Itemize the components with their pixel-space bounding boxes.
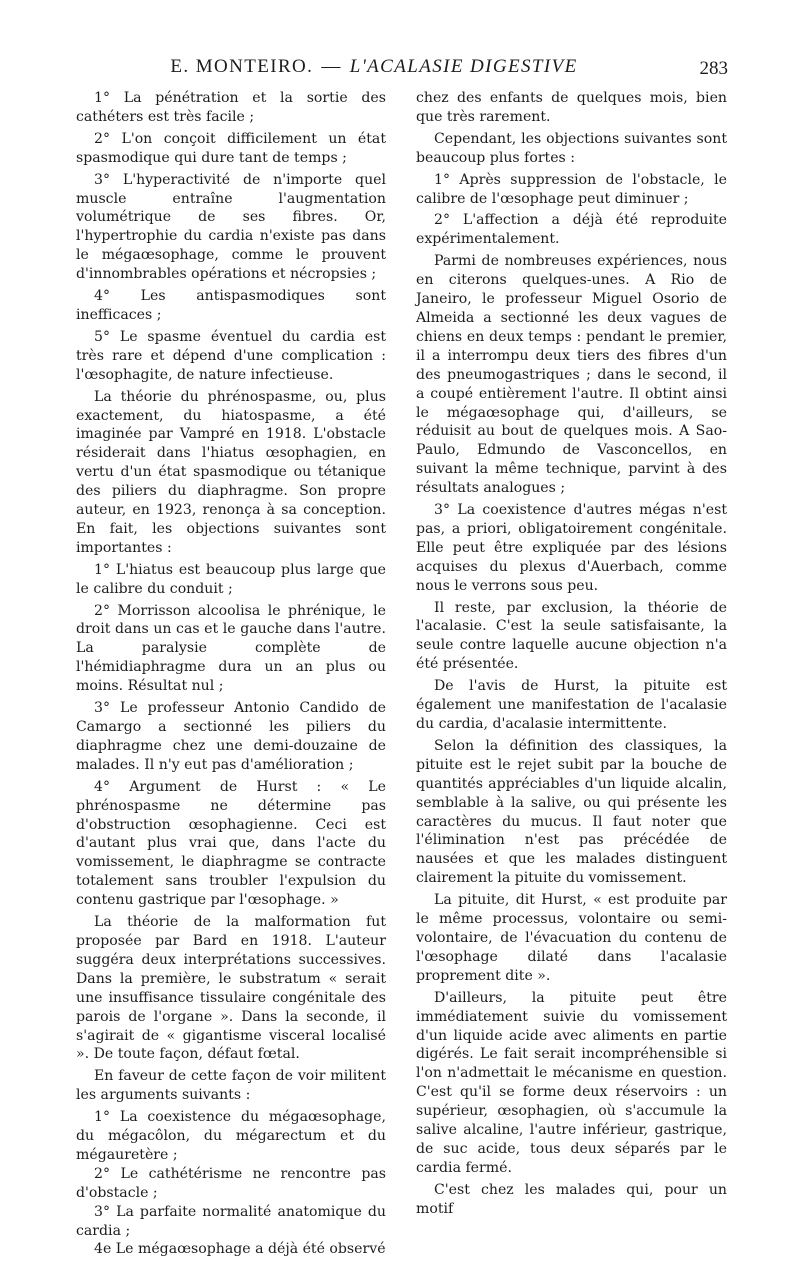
paragraph: 2° L'affection a déjà été reproduite expérimentalement. — [416, 212, 727, 248]
title-dash: — — [321, 56, 342, 77]
paragraph: D'ailleurs, la pituite peut être immédiatement suivie du vomissement d'un liquide acide avec aliments en partie digérés. Le fait serait incompréhensible si l'on n'admettait le mécanisme en question. C'est qu'il se forme deux réservoirs : un supérieur, œsophagien, où s'accumule la salive alcaline, l'autre inférieur, gastrique, de suc acide, tous deux séparés par le cardia fermé. — [416, 989, 727, 1176]
running-header — [80, 56, 728, 82]
paragraph: 2° Le cathétérisme ne rencontre pas d'obstacle ; — [76, 1165, 386, 1201]
paragraph: 3° L'hyperactivité de n'importe quel muscle entraîne l'augmentation volumétrique de ses fibres. Or, l'hypertrophie du cardia n'existe pas dans le mégaœsophage, comme le prouvent d'innombrables opérations et nécropsies ; — [76, 171, 386, 283]
paragraph: 2° L'on conçoit difficilement un état spasmodique qui dure tant de temps ; — [76, 130, 386, 166]
author-name: E. MONTEIRO. — [170, 56, 314, 77]
right-column — [416, 89, 727, 1222]
left-column — [76, 89, 386, 1262]
paragraph: 2° Morrisson alcoolisa le phrénique, le droit dans un cas et le gauche dans l'autre. La paralysie complète de l'hémidiaphragme dura un an plus ou moins. Résultat nul ; — [76, 602, 386, 695]
article-title: L'ACALASIE DIGESTIVE — [349, 56, 578, 77]
paragraph: 3° Le professeur Antonio Candido de Camargo a sectionné les piliers du diaphragme chez une demi-douzaine de malades. Il n'y eut pas d'amélioration ; — [76, 700, 386, 773]
paragraph: Selon la définition des classiques, la pituite est le rejet subit par la bouche de quantités appréciables d'un liquide alcalin, semblable à la salive, ou qui présente les caractères du mucus. Il faut noter que l'élimination n'est pas précédée de nausées et que les malades distinguent clairement la pituite du vomissement. — [416, 737, 727, 887]
paragraph: 3° La parfaite normalité anatomique du cardia ; — [76, 1203, 386, 1239]
paragraph: Parmi de nombreuses expériences, nous en citerons quelques-unes. A Rio de Janeiro, le professeur Miguel Osorio de Almeida a sectionné les deux vagues de chiens en deux temps : pendant le premier, il a interrompu deux tiers des fibres d'un des pneumogastriques ; dans le second, il a coupé entièrement l'autre. Il obtint ainsi le mégaœsophage qui, d'ailleurs, se réduisit au bout de quelques mois. A Sao-Paulo, Edmundo de Vasconcellos, en suivant la même technique, parvint à des résultats analogues ; — [416, 253, 727, 497]
paragraph: 1° La coexistence du mégaœsophage, du mégacôlon, du mégarectum et du mégauretère ; — [76, 1109, 386, 1163]
paragraph: 5° Le spasme éventuel du cardia est très rare et dépend d'une complication : l'œsophagite, de nature infectieuse. — [76, 328, 386, 383]
paragraph: 4° Les antispasmodiques sont inefficaces ; — [76, 288, 386, 323]
paragraph: chez des enfants de quelques mois, bien que très rarement. — [416, 90, 727, 125]
paragraph: 4° Argument de Hurst : « Le phrénospasme ne détermine pas d'obstruction œsophagienne. Ceci est d'autant plus vrai que, dans l'acte du vomissement, le diaphragme se contracte totalement sans troubler l'expulsion du contenu gastrique par l'œsophage. » — [76, 778, 386, 909]
paragraph: 1° L'hiatus est beaucoup plus large que le calibre du conduit ; — [76, 561, 386, 597]
paragraph: 3° La coexistence d'autres mégas n'est pas, a priori, obligatoirement congénitale. Elle peut être expliquée par des lésions acquises du plexus d'Auerbach, comme nous le verrons sous peu. — [416, 502, 727, 594]
paragraph: C'est chez les malades qui, pour un motif — [416, 1181, 727, 1217]
paragraph: 1° Après suppression de l'obstacle, le calibre de l'œsophage peut diminuer ; — [416, 171, 727, 207]
paragraph: 4e Le mégaœsophage a déjà été observé — [94, 1241, 386, 1258]
running-title — [80, 56, 668, 78]
page-number: 283 — [699, 58, 728, 79]
paragraph: La théorie du phrénospasme, ou, plus exactement, du hiatospasme, a été imaginée par Vampré en 1918. L'obstacle résiderait dans l'hiatus œsophagien, en vertu d'un état spasmodique ou tétanique des piliers du diaphragme. Son propre auteur, en 1923, renonça à sa conception. En fait, les objections suivantes sont importantes : — [76, 388, 386, 556]
paragraph: De l'avis de Hurst, la pituite est également une manifestation de l'acalasie du cardia, d'acalasie intermittente. — [416, 678, 727, 732]
paragraph: La pituite, dit Hurst, « est produite par le même processus, volontaire ou semi-volontaire, de l'évacuation du contenu de l'œsophage dilaté dans l'acalasie proprement dite ». — [416, 892, 727, 984]
paragraph: Il reste, par exclusion, la théorie de l'acalasie. C'est la seule satisfaisante, la seule contre laquelle aucune objection n'a été présentée. — [416, 599, 727, 673]
paragraph: Cependant, les objections suivantes sont beaucoup plus fortes : — [416, 130, 727, 166]
paragraph: 1° La pénétration et la sortie des cathéters est très facile ; — [76, 90, 386, 125]
paragraph: En faveur de cette façon de voir militent les arguments suivants : — [76, 1068, 386, 1104]
paragraph: La théorie de la malformation fut proposée par Bard en 1918. L'auteur suggéra deux interprétations successives. Dans la première, le substratum « serait une insuffisance tissulaire congénitale des parois de l'organe ». Dans la seconde, il s'agirait de « gigantisme visceral localisé ». De toute façon, défaut fœtal. — [76, 914, 386, 1063]
